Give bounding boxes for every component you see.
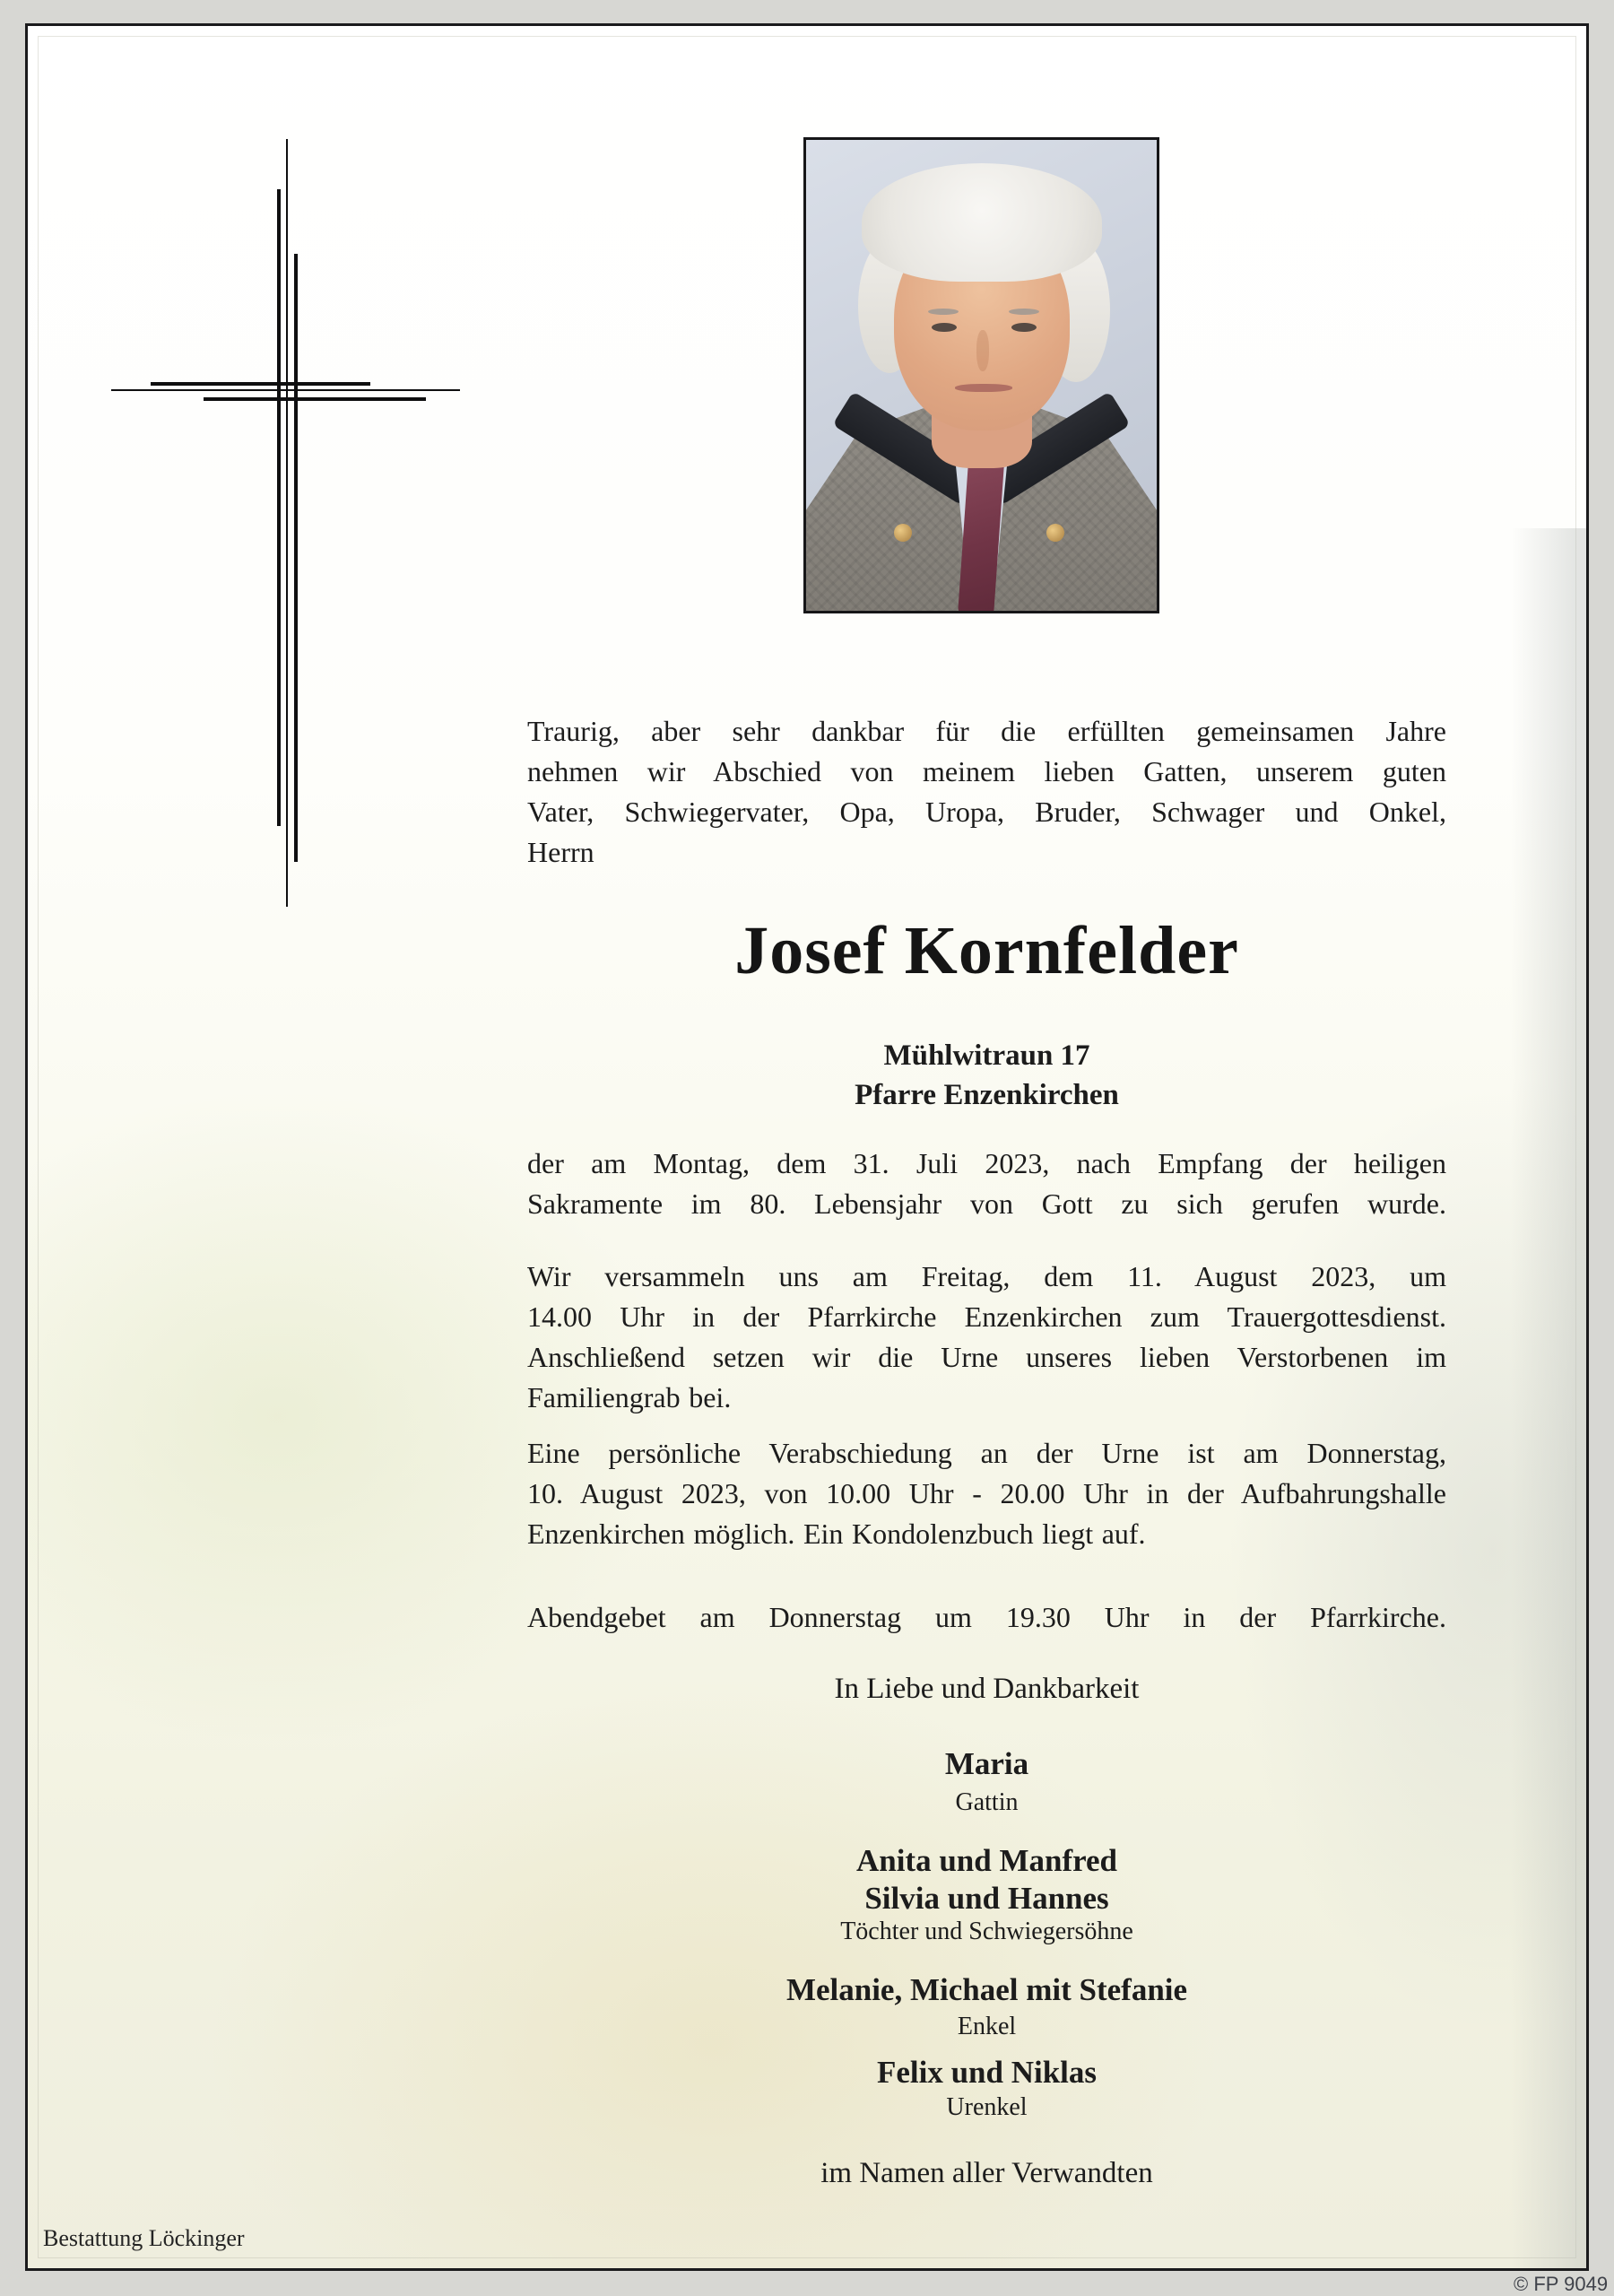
closing-phrase: In Liebe und Dankbarkeit [834, 1673, 1140, 1705]
address-block [527, 1036, 1446, 1115]
obituary-card [25, 23, 1589, 2271]
farewell-paragraph [527, 1433, 1446, 1554]
cross-vertical-line-2 [286, 139, 288, 907]
deceased-portrait-photo [803, 137, 1159, 613]
mourner-relation: Enkel [957, 2013, 1017, 2040]
cross-horizontal-line-3 [204, 397, 426, 401]
text-line: Anschließend setzen wir die Urne unseres lieben Verstorbenen im [527, 1341, 1446, 1373]
text-line: Abendgebet am Donnerstag um 19.30 Uhr in der Pfarrkirche. [527, 1601, 1446, 1633]
mourner-name: Felix und Niklas [876, 2055, 1098, 2090]
text-line: Eine persönliche Verabschiedung an der Urne ist am Donnerstag, [527, 1437, 1446, 1469]
portrait-eye [1011, 323, 1037, 332]
text-line: Sakramente im 80. Lebensjahr von Gott zu sich gerufen wurde. [527, 1187, 1446, 1220]
cross-vertical-line-3 [294, 254, 298, 862]
text-line: Vater, Schwiegervater, Opa, Uropa, Bruder, Schwager und Onkel, [527, 796, 1446, 828]
mourner-name: Silvia und Hannes [864, 1881, 1109, 1916]
portrait-hair [862, 163, 1102, 282]
address-parish: Pfarre Enzenkirchen [855, 1079, 1119, 1111]
deceased-name: Josef Kornfelder [734, 913, 1239, 988]
portrait-nose [976, 330, 989, 371]
mourner-name: Maria [944, 1746, 1029, 1781]
text-line: 14.00 Uhr in der Pfarrkirche Enzenkirchen zum Trauergottesdienst. [527, 1300, 1446, 1333]
cross-vertical-line-1 [277, 189, 281, 826]
intro-paragraph [527, 711, 1446, 873]
portrait-eyebrow [928, 309, 959, 315]
text-line: Traurig, aber sehr dankbar für die erfüllten gemeinsamen Jahre [527, 715, 1446, 747]
text-line: Wir versammeln uns am Freitag, dem 11. August 2023, um [527, 1260, 1446, 1292]
address-street: Mühlwitraun 17 [883, 1039, 1090, 1072]
mourner-relation: Töchter und Schwiegersöhne [840, 1918, 1133, 1945]
portrait-lapel-pin [1046, 524, 1064, 542]
mourner-name: Melanie, Michael mit Stefanie [785, 1972, 1188, 2007]
print-code: © FP 9049 [1514, 2273, 1609, 2295]
text-line: Enzenkirchen möglich. Ein Kondolenzbuch liegt auf. [527, 1518, 1146, 1550]
portrait-mouth [955, 384, 1012, 392]
portrait-eyebrow [1009, 309, 1039, 315]
funeral-home-name: Bestattung Löckinger [43, 2225, 245, 2251]
text-line: 10. August 2023, von 10.00 Uhr - 20.00 Uhr in der Aufbahrungshalle [527, 1477, 1446, 1509]
cross-horizontal-line-1 [151, 382, 370, 386]
death-paragraph [527, 1144, 1446, 1224]
scan-shading [1511, 528, 1586, 2268]
service-paragraph [527, 1257, 1446, 1418]
mourner-name: Anita und Manfred [855, 1843, 1118, 1878]
evening-prayer-paragraph [527, 1597, 1446, 1638]
text-line: nehmen wir Abschied von meinem lieben Gatten, unserem guten [527, 755, 1446, 787]
cross-horizontal-line-2 [111, 389, 460, 391]
text-line: Familiengrab bei. [527, 1381, 732, 1413]
portrait-lapel-pin [894, 524, 912, 542]
portrait-eye [932, 323, 957, 332]
mourner-relation: Gattin [955, 1788, 1019, 1816]
final-line: im Namen aller Verwandten [820, 2157, 1153, 2189]
text-line: der am Montag, dem 31. Juli 2023, nach Empfang der heiligen [527, 1147, 1446, 1179]
text-line: Herrn [527, 836, 594, 868]
mourner-relation: Urenkel [946, 2093, 1028, 2121]
